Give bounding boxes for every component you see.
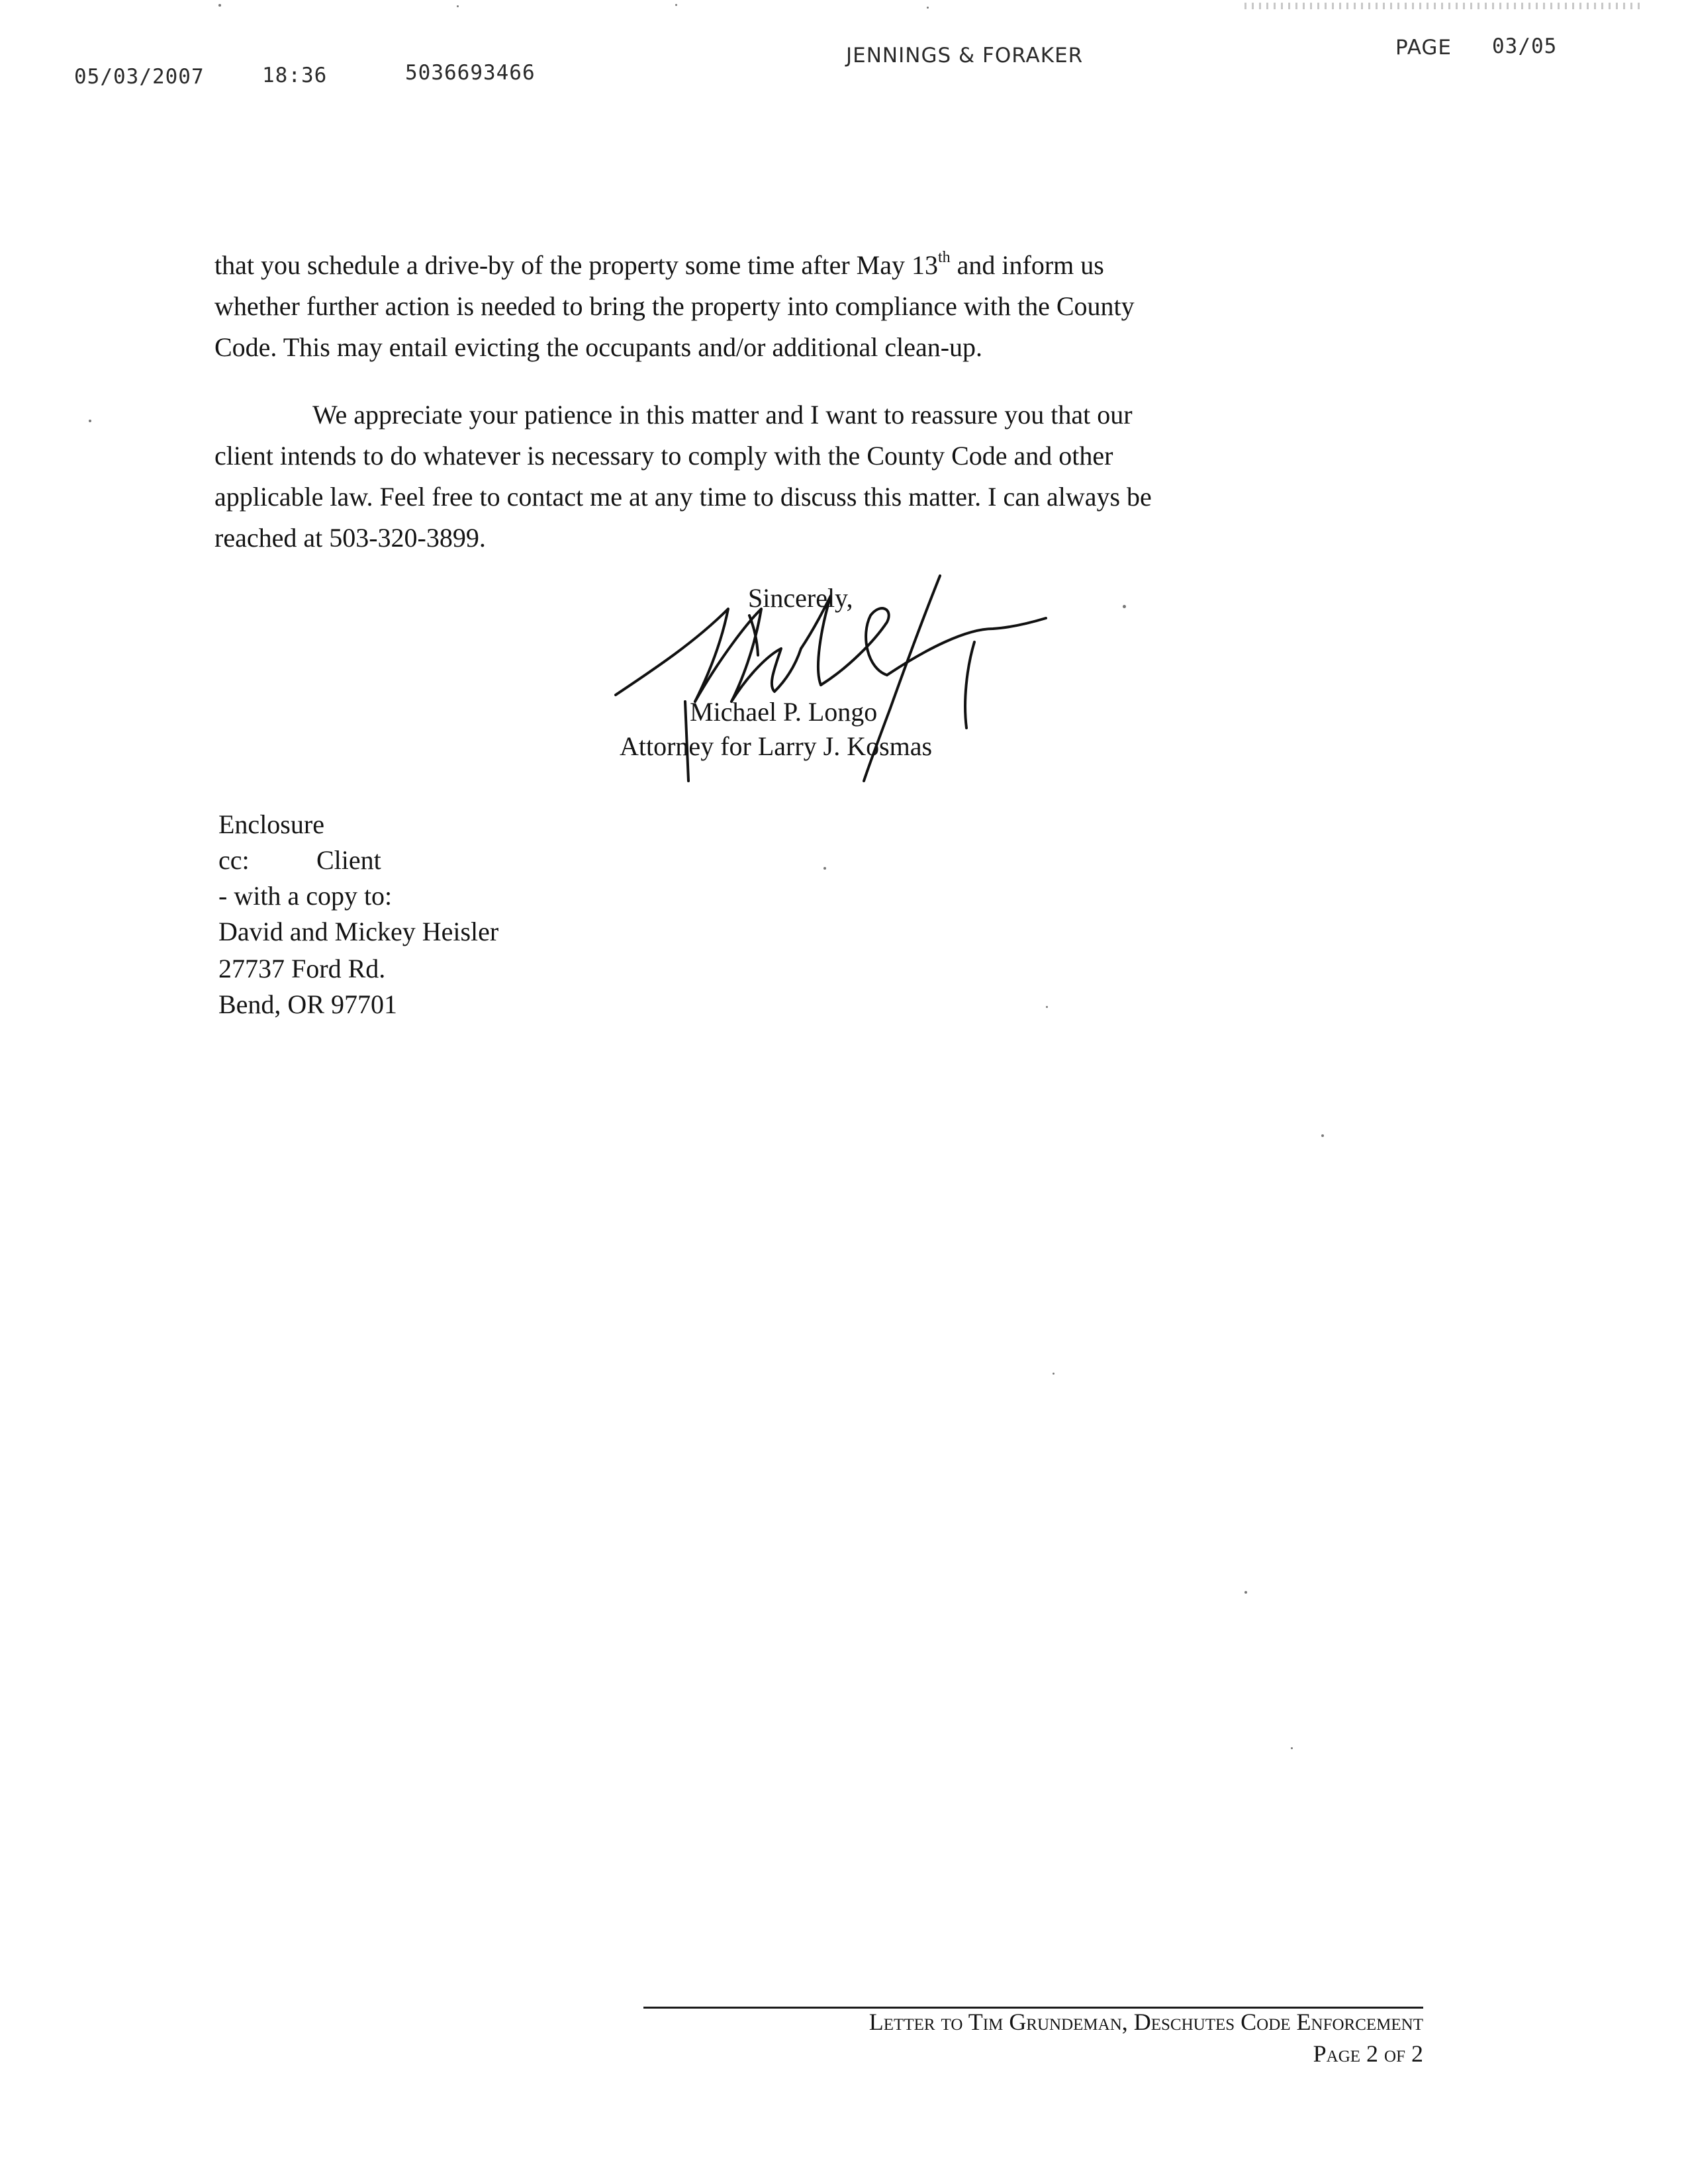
paragraph-2-line-3: applicable law. Feel free to contact me at any time to discuss this matter. I can always be [214,482,1152,512]
address-line-1: 27737 Ford Rd. [218,954,386,983]
copy-to-label: - with a copy to: [218,881,393,911]
scan-speck [457,5,459,7]
scan-speck [1321,1134,1324,1137]
body-paragraph-2 [214,394,1406,559]
scan-speck [1053,1373,1055,1375]
scan-speck [675,4,677,6]
cc-recipient: Client [316,845,381,875]
scan-speck [1244,1591,1247,1594]
scan-speck [927,7,929,9]
footer-page-count: Page 2 of 2 [1313,2040,1423,2067]
ordinal-suffix: th [938,249,951,266]
fax-phone: 5036693466 [405,61,536,85]
recipient-name: David and Mickey Heisler [218,917,499,946]
cc-label: cc: [218,845,250,875]
scan-speck [1046,1006,1048,1008]
address-line-2: Bend, OR 97701 [218,989,397,1019]
scan-speck [1123,605,1126,608]
scan-speck [218,4,221,7]
scan-speck [823,867,826,870]
fax-time: 18:36 [262,64,328,87]
footer-document-title: Letter to Tim Grundeman, Deschutes Code Enforcement [868,2009,1423,2035]
scan-speck [89,420,91,422]
fax-date: 05/03/2007 [74,65,205,89]
paragraph-1-line-2: whether further action is needed to bring the property into compliance with the County [214,291,1135,321]
signer-title: Attorney for Larry J. Kosmas [620,731,933,761]
fax-page-number: 03/05 [1492,34,1558,58]
enclosure-label: Enclosure [218,809,324,839]
scan-speck [1291,1747,1293,1749]
paragraph-1-line-3: Code. This may entail evicting the occupants and/or additional clean-up. [214,332,983,362]
fax-page-label: PAGE [1395,36,1452,60]
paragraph-2-line-1: We appreciate your patience in this matter and I want to reassure you that our [312,400,1133,430]
fax-firm-name: JENNINGS & FORAKER [846,44,1084,68]
paragraph-1-line-1: that you schedule a drive-by of the property some time after May 13th and inform us [214,249,1104,280]
paragraph-2-line-4: reached at 503-320-3899. [214,523,486,553]
paragraph-2-line-2: client intends to do whatever is necessary to comply with the County Code and other [214,441,1113,471]
scan-noise-top [1244,3,1642,9]
signer-name: Michael P. Longo [690,697,878,727]
body-paragraph-1 [214,245,1406,368]
closing-salutation: Sincerely, [748,583,853,613]
handwritten-signature [596,569,1072,807]
